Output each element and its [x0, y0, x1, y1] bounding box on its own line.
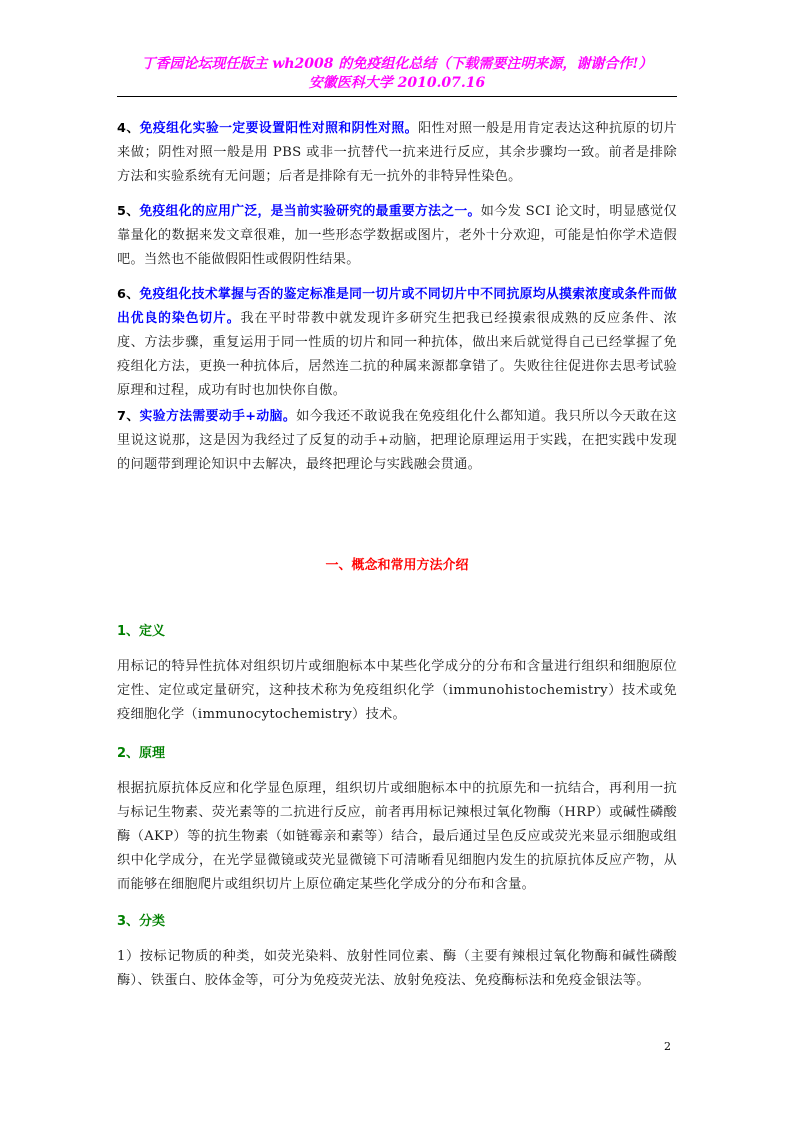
subsection-body-classification: 1）按标记物质的种类，如荧光染料、放射性同位素、酶（主要有辣根过氧化物酶和碱性磷酸酶）、铁蛋白、胶体金等，可分为免疫荧光法、放射免疫法、免疫酶标法和免疫金银法等。 [117, 949, 677, 988]
subsection-heading-definition: 1、定义 [117, 624, 166, 639]
point-body: 阳性对照一般是用肯定表达这种抗原的切片来做；阴性对照一般是用 PBS 或非一抗替代一抗来进行反应，其余步骤均一致。前者是排除方法和实验系统有无问题；后者是排除有无一抗外的非特异性染色。 [117, 121, 677, 184]
subsection-heading-principle: 2、原理 [117, 746, 166, 761]
section-title: 一、概念和常用方法介绍 [325, 558, 469, 573]
point-lead: 免疫组化实验一定要设置阳性对照和阴性对照。 [139, 121, 418, 136]
point-lead: 实验方法需要动手+动脑。 [139, 409, 297, 424]
point-5-paragraph [117, 200, 677, 272]
page-header [117, 55, 677, 93]
subsection-body-definition: 用标记的特异性抗体对组织切片或细胞标本中某些化学成分的分布和含量进行组织和细胞原位定性、定位或定量研究，这种技术称为免疫组织化学（immunohistochemistry）技术或免疫细胞化学（immunocytochemistry）技术。 [117, 659, 677, 722]
point-number: 5、 [117, 204, 140, 219]
header-title-line: 丁香园论坛现任版主 wh2008 的免疫组化总结（下载需要注明来源，谢谢合作!） [141, 56, 653, 72]
point-number: 4、 [117, 121, 140, 136]
header-rule [117, 96, 677, 97]
point-4-paragraph [117, 117, 677, 189]
point-body: 如今我还不敢说我在免疫组化什么都知道。我只所以今天敢在这里说这说那，这是因为我经过了反复的动手+动脑，把理论原理运用于实践，在把实践中发现的问题带到理论知识中去解决，最终把理论与实践融会贯通。 [117, 409, 677, 472]
page-number: 2 [664, 1040, 671, 1053]
point-body: 我在平时带教中就发现许多研究生把我已经摸索很成熟的反应条件、浓度、方法步骤，重复运用于同一性质的切片和同一种抗体，做出来后就觉得自己已经掌握了免疫组化方法，更换一种抗体后，居然连二抗的种属来源都拿错了。失败往往促进你去思考试验原理和过程，成功有时也加快你自傲。 [117, 311, 678, 398]
point-lead: 免疫组化技术掌握与否的鉴定标准是同一切片或不同切片中不同抗原均从摸索浓度或条件而做出优良的染色切片。 [117, 287, 677, 326]
point-number: 6、 [117, 287, 140, 302]
header-affiliation-line: 安徽医科大学 2010.07.16 [308, 75, 486, 91]
point-body: 如今发 SCI 论文时，明显感觉仅靠量化的数据来发文章很难，加一些形态学数据或图片，老外十分欢迎，可能是怕你学术造假吧。当然也不能做假阳性或假阴性结果。 [117, 204, 677, 267]
point-lead: 免疫组化的应用广泛，是当前实验研究的最重要方法之一。 [139, 204, 481, 219]
subsection-heading-classification: 3、分类 [117, 914, 166, 929]
point-number: 7、 [117, 409, 140, 424]
subsection-body-principle: 根据抗原抗体反应和化学显色原理，组织切片或细胞标本中的抗原先和一抗结合，再利用一抗与标记生物素、荧光素等的二抗进行反应，前者再用标记辣根过氧化物酶（HRP）或碱性磷酸酶（AKP）等的抗生物素（如链霉亲和素等）结合，最后通过呈色反应或荧光来显示细胞或组织中化学成分，在光学显微镜或荧光显微镜下可清晰看见细胞内发生的抗原抗体反应产物，从而能够在细胞爬片或组织切片上原位确定某些化学成分的分布和含量。 [117, 781, 677, 892]
point-7-paragraph [117, 405, 677, 477]
point-6-paragraph [117, 283, 677, 403]
